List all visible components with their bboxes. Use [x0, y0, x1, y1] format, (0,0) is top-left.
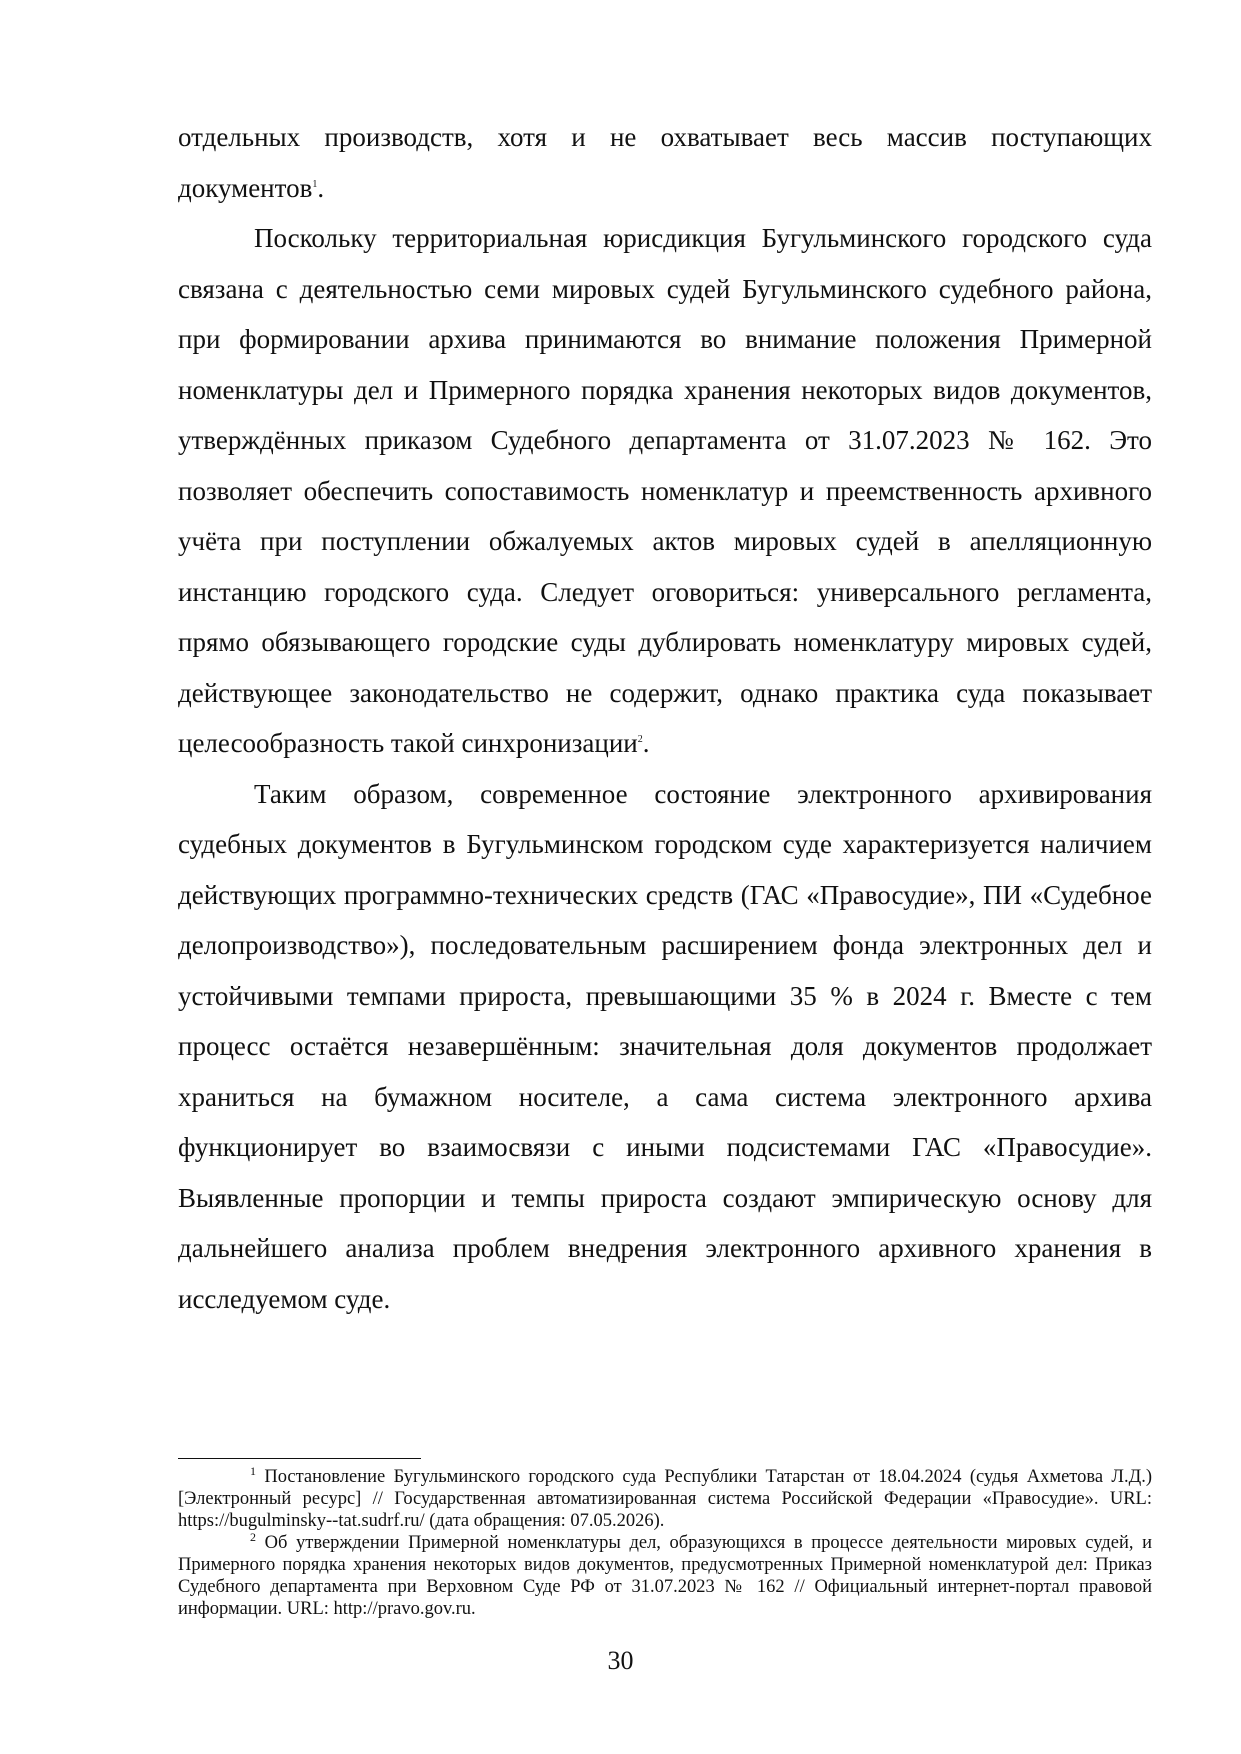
paragraph-text: Поскольку территориальная юрисдикция Бугульминского городского суда связана с деятельностью семи мировых судей Бугульминского судебного района, при формировании архива принимаются во внимание положения Примерной номенклатуры дел и Примерного порядка хранения некоторых видов документов, утверждённых приказом Судебного департамента от 31.07.2023 № 162. Это позволяет обеспечить сопоставимость номенклатур и преемственность архивного учёта при поступлении обжалуемых актов мировых судей в апелляционную инстанцию городского суда. Следует оговориться: универсального регламента, прямо обязывающего городские суды дублировать номенклатуру мировых судей, действующее законодательство не содержит, однако практика суда показывает целесообразность такой синхронизации: [178, 223, 1152, 758]
document-page: [178, 112, 1152, 1324]
footnote-number: 1: [250, 1464, 256, 1478]
footnote-separator: [178, 1458, 421, 1459]
paragraph-text: отдельных производств, хотя и не охватывает весь массив поступающих документов: [178, 122, 1152, 203]
paragraph-tail: .: [317, 172, 325, 203]
page-number: 30: [607, 1646, 634, 1675]
footnote-number: 2: [250, 1530, 256, 1544]
footnote-text: Постановление Бугульминского городского суда Республики Татарстан от 18.04.2024 (судья Ахметова Л.Д.) [Электронный ресурс] // Государственная автоматизированная система Российской Федерации «Правосудие». URL: https://bugulminsky--tat.sudrf.ru/ (дата обращения: 07.05.2026).: [178, 1467, 1152, 1531]
paragraph-jurisdiction: [178, 213, 1152, 769]
paragraph-tail: .: [642, 728, 650, 758]
footnotes-section: [178, 1458, 1152, 1620]
footnote-text: Об утверждении Примерной номенклатуры дел, образующихся в процессе деятельности мировых судей, и Примерного порядка хранения некоторых видов документов, предусмотренных Примерной номенклатурой дел: Приказ Судебного департамента при Верховном Суде РФ от 31.07.2023 № 162 // Официальный интернет-портал правовой информации. URL: http://pravo.gov.ru.: [178, 1533, 1153, 1619]
footnote-1: [178, 1466, 1152, 1532]
paragraph-conclusion: [178, 769, 1152, 1325]
footnote-reference-2: 2: [637, 734, 643, 745]
footnote-2: [178, 1532, 1152, 1620]
paragraph-text: Таким образом, современное состояние электронного архивирования судебных документов в Бугульминском городском суде характеризуется наличием действующих программно-технических средств (ГАС «Правосудие», ПИ «Судебное делопроизводство»), последовательным расширением фонда электронных дел и устойчивыми темпами прироста, превышающими 35 % в 2024 г. Вместе с тем процесс остаётся незавершённым: значительная доля документов продолжает храниться на бумажном носителе, а сама система электронного архива функционирует во взаимосвязи с иными подсистемами ГАС «Правосудие». Выявленные пропорции и темпы прироста создают эмпирическую основу для дальнейшего анализа проблем внедрения электронного архивного хранения в исследуемом суде.: [178, 778, 1152, 1314]
footnote-reference-1: 1: [312, 178, 318, 190]
paragraph-continuation: [178, 112, 1152, 213]
